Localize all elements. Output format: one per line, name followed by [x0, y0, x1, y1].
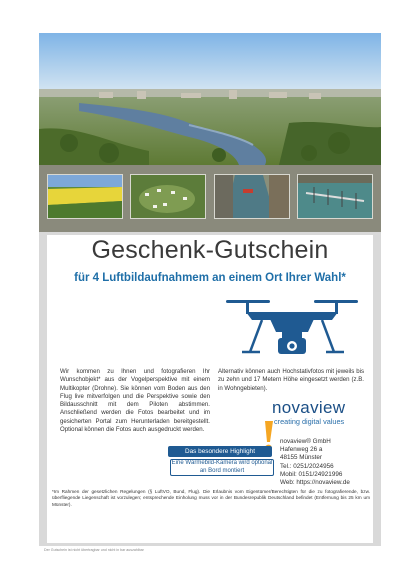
thumbnail-strip — [39, 165, 381, 232]
contact-web[interactable]: Web: https://novaview.de — [280, 479, 350, 487]
thumbnail-dock — [297, 174, 373, 219]
description-left: Wir kommen zu Ihnen und fotografieren Ihr Wunschobjekt* aus der Vogelperspektive mit einem Multikopter (Drohne). Sie können vom Boden aus den Flug live mitverfolgen und die Perspektive sowie den Bildausschnitt mit dem Piloten abstimmen. Anschließend werden die Fotos bearbeitet und im gesicherten Portal zum Herunterladen bereitgestellt. Optional können die Fotos auch ausgedruckt werden. — [60, 368, 210, 434]
contact-phone: Tel.: 0251/2024956 — [280, 462, 334, 470]
voucher-subtitle: für 4 Luftbildaufnahmem an einem Ort Ihrer Wahl* — [74, 272, 346, 284]
thumbnail-harbour — [214, 174, 290, 219]
description-right: Alternativ können auch Hochstativfotos mit jeweils bis zu zehn und 17 Metern Höhe eingesetzt werden (z.B. in Wohngebieten). — [218, 368, 364, 392]
highlight-title: Das besondere Highlight — [168, 446, 272, 457]
contact-mobile: Mobil: 0151/24921996 — [280, 470, 343, 478]
aerial-photo-river — [39, 33, 381, 165]
voucher-title: Geschenk-Gutschein — [91, 236, 329, 264]
logo-tagline: creating digital values — [274, 417, 345, 426]
highlight-box — [168, 446, 272, 474]
thumbnail-camp-site — [130, 174, 206, 219]
novaview-logo — [272, 398, 372, 428]
fineprint: Der Gutschein ist nicht übertragbar und nicht in bar auszahlbar — [44, 548, 144, 552]
thumbnail-rapeseed-field — [47, 174, 123, 219]
contact-city: 48155 Münster — [280, 454, 323, 462]
footnote: *Im Rahmen der gesetzlichen Regelungen (§ LuftVO, Bund, Flug). Die Erlaubnis vom Eigentümer/Berechtigten für die zu fotografierende, bzw. überfliegende Liegenschaft ist vorzulegen; entsprechende Einholung muss vor in der Bundesrepublik Deutschland befindet (Entfernung bis 25 km um Münster). — [52, 489, 370, 507]
drone-icon — [222, 292, 362, 364]
contact-company: novaview® GmbH — [280, 438, 331, 445]
logo-wordmark: novaview — [272, 398, 346, 417]
contact-block — [280, 438, 375, 487]
highlight-text: Eine Wärmebild-Kamera wird optional an Bord montiert — [170, 459, 274, 476]
contact-street: Hafenweg 26 a — [280, 446, 323, 454]
